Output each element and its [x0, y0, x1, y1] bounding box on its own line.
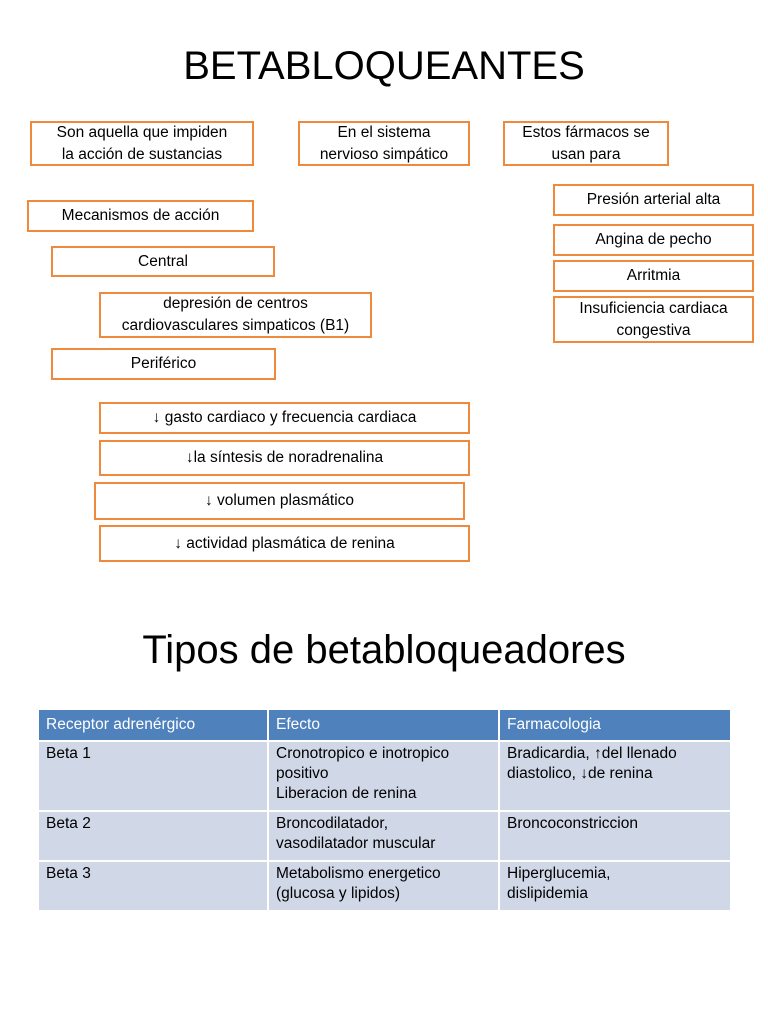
table-cell: Beta 1: [39, 741, 268, 811]
table-cell: Broncodilatador, vasodilatador muscular: [268, 811, 499, 861]
table-cell: Broncoconstriccion: [499, 811, 730, 861]
central-effect-box: depresión de centros cardiovasculares simpaticos (B1): [99, 292, 372, 338]
use-hypertension-box: Presión arterial alta: [553, 184, 754, 216]
beta-blocker-types-table: [39, 710, 730, 910]
table-cell: Metabolismo energetico (glucosa y lipidos): [268, 861, 499, 910]
table-row: [39, 811, 730, 861]
table-row: [39, 861, 730, 910]
header-receptor: Receptor adrenérgico: [39, 710, 268, 741]
use-angina-box: Angina de pecho: [553, 224, 754, 256]
uses-intro-box: Estos fármacos se usan para: [503, 121, 669, 166]
table-header-row: [39, 710, 730, 741]
peripheral-effect-renin: ↓ actividad plasmática de renina: [99, 525, 470, 562]
table-cell: Beta 3: [39, 861, 268, 910]
header-effect: Efecto: [268, 710, 499, 741]
use-heart-failure-box: Insuficiencia cardiaca congestiva: [553, 296, 754, 343]
central-box: Central: [51, 246, 275, 277]
header-pharmacology: Farmacologia: [499, 710, 730, 741]
peripheral-effect-noradrenaline: ↓la síntesis de noradrenalina: [99, 440, 470, 476]
peripheral-effect-cardiac-output: ↓ gasto cardiaco y frecuencia cardiaca: [99, 402, 470, 434]
use-arrhythmia-box: Arritmia: [553, 260, 754, 292]
table-cell: Hiperglucemia, dislipidemia: [499, 861, 730, 910]
types-title: Tipos de betabloqueadores: [142, 628, 626, 672]
table-row: [39, 741, 730, 811]
table-cell: Bradicardia, ↑del llenado diastolico, ↓de renina: [499, 741, 730, 811]
definition-box: Son aquella que impiden la acción de sustancias: [30, 121, 254, 166]
mechanisms-box: Mecanismos de acción: [27, 200, 254, 232]
table-cell: Beta 2: [39, 811, 268, 861]
peripheral-effect-plasma-volume: ↓ volumen plasmático: [94, 482, 465, 520]
peripheral-box: Periférico: [51, 348, 276, 380]
page-title: BETABLOQUEANTES: [183, 44, 585, 88]
system-box: En el sistema nervioso simpático: [298, 121, 470, 166]
table-cell: Cronotropico e inotropico positivo Liberacion de renina: [268, 741, 499, 811]
